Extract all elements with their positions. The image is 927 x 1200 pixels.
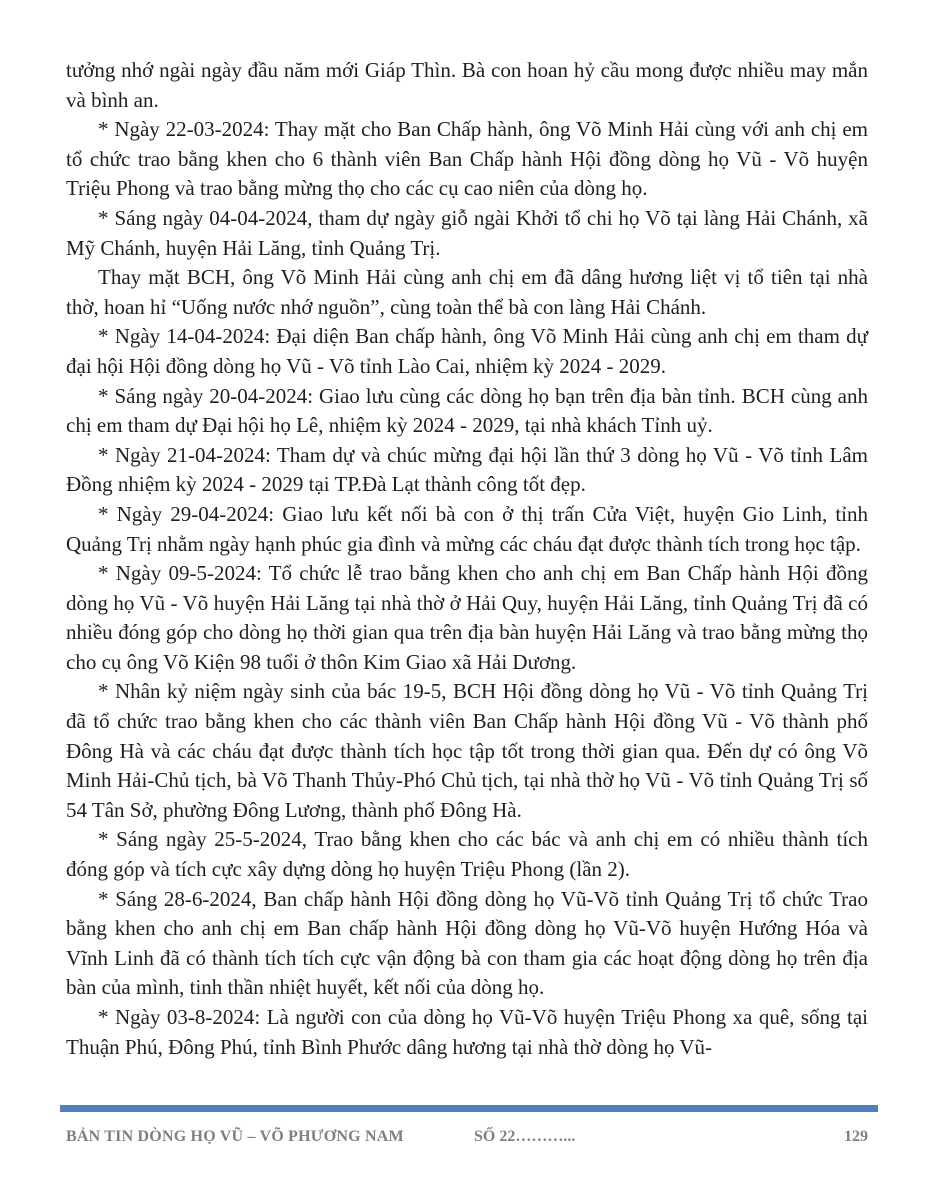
paragraph-2024-05-25: * Sáng ngày 25-5-2024, Trao bằng khen cho các bác và anh chị em có nhiều thành tích đóng góp và tích cực xây dựng dòng họ huyện Triệu Phong (lần 2). [66, 827, 868, 882]
page-footer [66, 1128, 868, 1152]
paragraph-2024-05-19: * Nhân kỷ niệm ngày sinh của bác 19-5, BCH Hội đồng dòng họ Vũ - Võ tỉnh Quảng Trị đã tổ chức trao bằng khen cho các thành viên Ban Chấp hành Hội đồng Vũ - Võ thành phố Đông Hà và các cháu đạt được thành tích học tập tốt trong thời gian qua. Đến dự có ông Võ Minh Hải-Chủ tịch, bà Võ Thanh Thủy-Phó Chủ tịch, tại nhà thờ họ Vũ - Võ tỉnh Quảng Trị số 54 Tân Sở, phường Đông Lương, thành phố Đông Hà. [66, 679, 868, 822]
paragraph-2024-08-03: * Ngày 03-8-2024: Là người con của dòng họ Vũ-Võ huyện Triệu Phong xa quê, sống tại Thuận Phú, Đông Phú, tỉnh Bình Phước dâng hương tại nhà thờ dòng họ Vũ- [66, 1005, 868, 1059]
page-number: 129 [844, 1128, 868, 1145]
paragraph-2024-04-21: * Ngày 21-04-2024: Tham dự và chúc mừng đại hội lần thứ 3 dòng họ Vũ - Võ tỉnh Lâm Đồng nhiệm kỳ 2024 - 2029 tại TP.Đà Lạt thành công tốt đẹp. [66, 442, 868, 497]
paragraph-2024-04-14: * Ngày 14-04-2024: Đại diện Ban chấp hành, ông Võ Minh Hải cùng anh chị em tham dự đại hội Hội đồng dòng họ Vũ - Võ tỉnh Lào Cai, nhiệm kỳ 2024 - 2029. [66, 324, 868, 378]
footer-divider [60, 1105, 878, 1112]
publication-title: BẢN TIN DÒNG HỌ VŨ – VÕ PHƯƠNG NAM [66, 1128, 404, 1145]
paragraph-2024-06-28: * Sáng 28-6-2024, Ban chấp hành Hội đồng dòng họ Vũ-Võ tỉnh Quảng Trị tổ chức Trao bằng khen cho anh chị em Ban chấp hành Hội đồng dòng họ Vũ-Võ huyện Hướng Hóa và Vĩnh Linh đã có thành tích tích cực vận động bà con tham gia các hoạt động dòng họ trên địa bàn của mình, tinh thần nhiệt huyết, kết nối của dòng họ. [66, 886, 868, 1000]
paragraph-2024-04-29: * Ngày 29-04-2024: Giao lưu kết nối bà con ở thị trấn Cửa Việt, huyện Gio Linh, tỉnh Quảng Trị nhằm ngày hạnh phúc gia đình và mừng các cháu đạt được thành tích trong học tập. [66, 501, 868, 556]
paragraph-continuation: tưởng nhớ ngài ngày đầu năm mới Giáp Thìn. Bà con hoan hỷ cầu mong được nhiều may mắn và bình an. [66, 58, 868, 112]
paragraph-2024-04-04: * Sáng ngày 04-04-2024, tham dự ngày giỗ ngài Khởi tổ chi họ Võ tại làng Hải Chánh, xã Mỹ Chánh, huyện Hải Lăng, tỉnh Quảng Trị. [66, 205, 868, 260]
article-body [66, 56, 868, 1062]
issue-number: SỐ 22………... [474, 1128, 576, 1145]
paragraph-2024-05-09: * Ngày 09-5-2024: Tổ chức lễ trao bằng khen cho anh chị em Ban Chấp hành Hội đồng dòng họ Vũ - Võ huyện Hải Lăng tại nhà thờ ở Hải Quy, huyện Hải Lăng, tỉnh Quảng Trị đã có nhiều đóng góp cho dòng họ thời gian qua trên địa bàn huyện Hải Lăng và trao bằng mừng thọ cho cụ ông Võ Kiện 98 tuổi ở thôn Kim Giao xã Hải Dương. [66, 561, 868, 674]
paragraph-2024-04-20: * Sáng ngày 20-04-2024: Giao lưu cùng các dòng họ bạn trên địa bàn tỉnh. BCH cùng anh chị em tham dự Đại hội họ Lê, nhiệm kỳ 2024 - 2029, tại nhà khách Tỉnh uỷ. [66, 383, 868, 438]
paragraph-2024-03-22: * Ngày 22-03-2024: Thay mặt cho Ban Chấp hành, ông Võ Minh Hải cùng với anh chị em tổ chức trao bằng khen cho 6 thành viên Ban Chấp hành Hội đồng dòng họ Vũ - Võ huyện Triệu Phong và trao bằng mừng thọ cho các cụ cao niên của dòng họ. [66, 117, 868, 201]
paragraph-incense-offering: Thay mặt BCH, ông Võ Minh Hải cùng anh chị em đã dâng hương liệt vị tổ tiên tại nhà thờ, hoan hỉ “Uống nước nhớ nguồn”, cùng toàn thể bà con làng Hải Chánh. [66, 265, 868, 319]
